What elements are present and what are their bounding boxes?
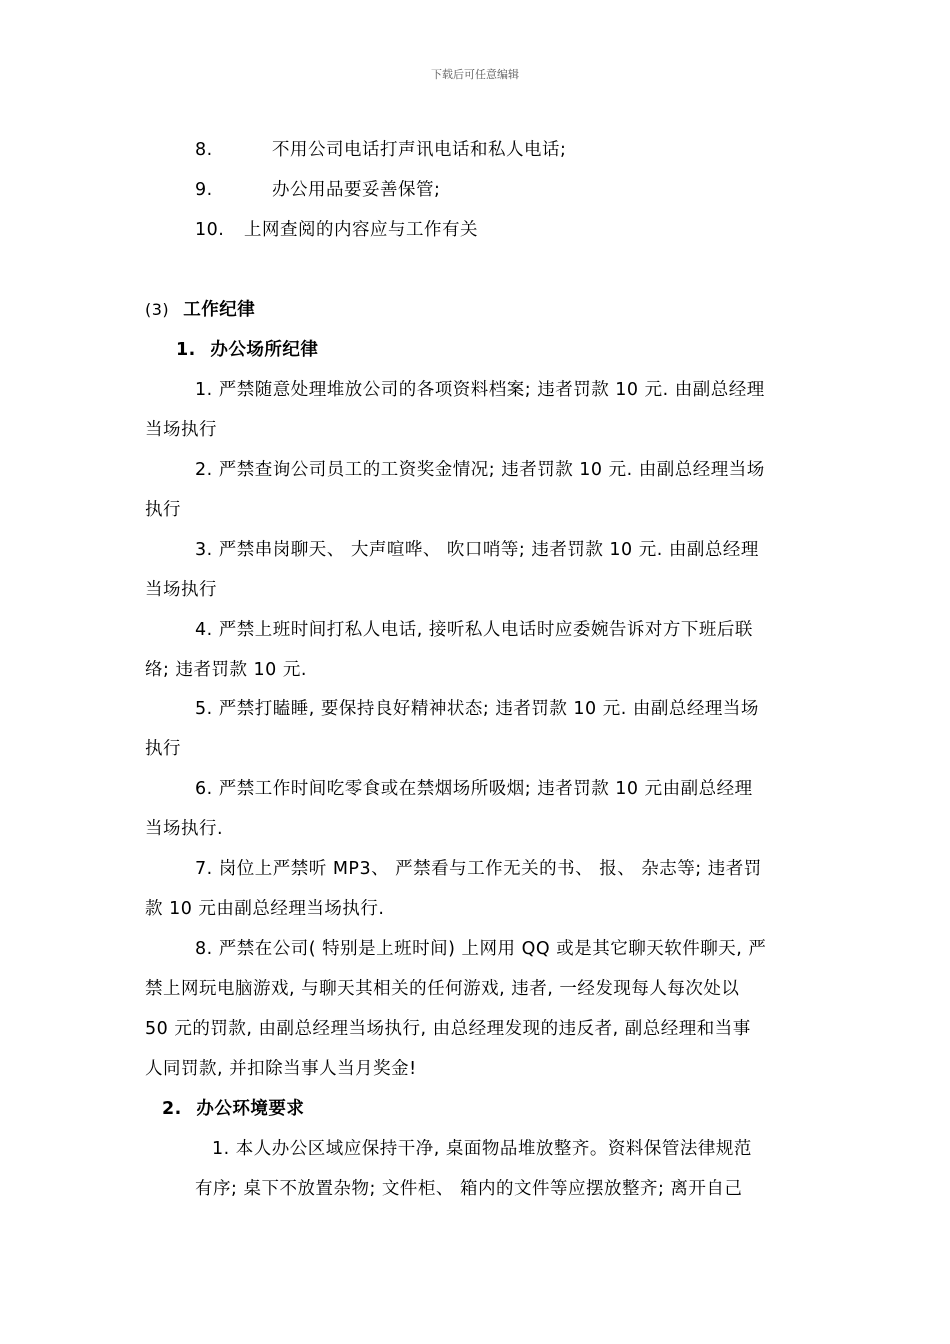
subsection-number: 1.: [176, 340, 196, 360]
list-item-number: 10.: [195, 220, 225, 240]
section-heading: [145, 298, 255, 322]
rule-8-line-2: 禁上网玩电脑游戏, 与聊天其相关的任何游戏, 违者, 一经发现每人每次处以: [145, 979, 740, 999]
section-number: (3): [145, 300, 170, 319]
rule-4-line-2: 络; 违者罚款 10 元.: [145, 660, 307, 680]
subsection-title: 办公环境要求: [196, 1099, 305, 1119]
list-item-text: 上网查阅的内容应与工作有关: [244, 220, 478, 240]
subsection-heading-1: [176, 338, 318, 362]
rule-4-line-1: 4. 严禁上班时间打私人电话, 接听私人电话时应委婉告诉对方下班后联: [195, 620, 753, 640]
list-item-number: 8.: [195, 140, 213, 160]
section-title: 工作纪律: [183, 300, 256, 320]
env-rule-1-line-1: 1. 本人办公区域应保持干净, 桌面物品堆放整齐。资料保管法律规范: [212, 1139, 752, 1159]
rule-8-line-1: 8. 严禁在公司( 特别是上班时间) 上网用 QQ 或是其它聊天软件聊天, 严: [195, 939, 767, 959]
rule-6-line-1: 6. 严禁工作时间吃零食或在禁烟场所吸烟; 违者罚款 10 元由副总经理: [195, 779, 753, 799]
rule-6-line-2: 当场执行.: [145, 819, 224, 839]
rule-5-line-2: 执行: [145, 739, 181, 759]
rule-3-line-2: 当场执行: [145, 580, 217, 600]
rule-2-line-1: 2. 严禁查询公司员工的工资奖金情况; 违者罚款 10 元. 由副总经理当场: [195, 460, 765, 480]
list-item-number: 9.: [195, 180, 213, 200]
rule-8-line-3: 50 元的罚款, 由副总经理当场执行, 由总经理发现的违反者, 副总经理和当事: [145, 1019, 751, 1039]
env-rule-1-line-2: 有序; 桌下不放置杂物; 文件柜、 箱内的文件等应摆放整齐; 离开自己: [195, 1179, 743, 1199]
rule-3-line-1: 3. 严禁串岗聊天、 大声喧哗、 吹口哨等; 违者罚款 10 元. 由副总经理: [195, 540, 759, 560]
rule-5-line-1: 5. 严禁打瞌睡, 要保持良好精神状态; 违者罚款 10 元. 由副总经理当场: [195, 699, 759, 719]
rule-7-line-2: 款 10 元由副总经理当场执行.: [145, 899, 385, 919]
rule-7-line-1: 7. 岗位上严禁听 MP3、 严禁看与工作无关的书、 报、 杂志等; 违者罚: [195, 859, 762, 879]
rule-8-line-4: 人同罚款, 并扣除当事人当月奖金!: [145, 1059, 417, 1079]
subsection-title: 办公场所纪律: [210, 340, 319, 360]
rule-2-line-2: 执行: [145, 500, 181, 520]
list-item-10: [195, 218, 478, 242]
page-header-note: 下载后可任意编辑: [431, 68, 519, 81]
list-item-8: [195, 138, 566, 162]
list-item-9: [195, 178, 440, 202]
rule-1-line-1: 1. 严禁随意处理堆放公司的各项资料档案; 违者罚款 10 元. 由副总经理: [195, 380, 765, 400]
subsection-number: 2.: [162, 1099, 182, 1119]
list-item-text: 办公用品要妥善保管;: [272, 180, 441, 200]
subsection-heading-2: [162, 1097, 304, 1121]
list-item-text: 不用公司电话打声讯电话和私人电话;: [272, 140, 567, 160]
rule-1-line-2: 当场执行: [145, 420, 217, 440]
